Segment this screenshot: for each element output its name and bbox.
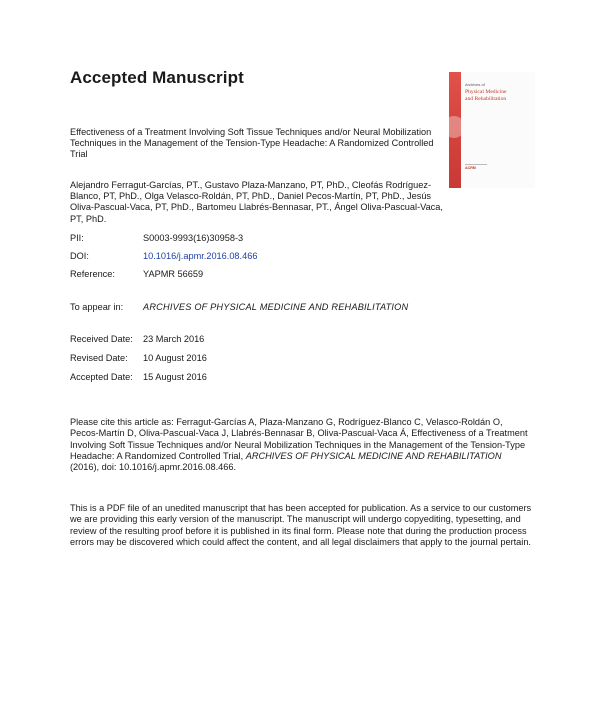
journal-cover-image [449,72,535,188]
cover-logo-text: ACRM [465,166,476,170]
accepted-date-value: 15 August 2016 [143,372,207,382]
accepted-date-label: Accepted Date: [70,372,133,382]
cover-title-line-2: and Rehabilitation [465,96,507,102]
reference-value: YAPMR 56659 [143,269,204,279]
cover-title-line-1: Physical Medicine [465,89,507,95]
pii-label: PII: [70,233,84,243]
citation-paragraph [70,417,530,473]
citation-text: Please cite this article as: Ferragut-Garcías A, Plaza-Manzano G, Rodríguez-Blanco C, Velasco-Roldán O, Pecos-Martín D, Oliva-Pascual-Vaca J, Llabrés-Bennasar B, Oliva-Pascual-Vaca Á, Effectiveness of a Treatment Involving Soft Tissue Techniques and/or Neural Mobilization Techniques in the Management of the Tension-Type Headache: A Randomized Controlled Trial, [70,417,528,461]
article-title: Effectiveness of a Treatment Involving Soft Tissue Techniques and/or Neural Mobilization Techniques in the Management of the Tension-Type Headache: A Randomized Controlled Trial [70,127,434,160]
revised-date-value: 10 August 2016 [143,353,207,363]
citation-doi: (2016), doi: 10.1016/j.apmr.2016.08.466. [70,462,237,473]
page-heading: Accepted Manuscript [70,68,244,87]
received-date-value: 23 March 2016 [143,334,205,344]
reference-label: Reference: [70,269,115,279]
appear-in-journal: ARCHIVES OF PHYSICAL MEDICINE AND REHABILITATION [143,302,409,312]
cover-journal-title [465,89,506,103]
pii-value: S0003-9993(16)30958-3 [143,233,244,243]
appear-in-label: To appear in: [70,302,124,312]
doi-link[interactable]: 10.1016/j.apmr.2016.08.466 [143,251,258,261]
revised-date-label: Revised Date: [70,353,128,363]
citation-journal: ARCHIVES OF PHYSICAL MEDICINE AND REHABILITATION [245,450,502,461]
cover-logo [465,164,487,177]
cover-small-text: Archives of [465,82,485,87]
disclaimer-paragraph: This is a PDF file of an unedited manuscript that has been accepted for publication. As a service to our customers we are providing this early version of the manuscript. The manuscript will undergo copyediting, typesetting, and review of the resulting proof before it is published in its final form. Please note that during the production process errors may be discovered which could affect the content, and all legal disclaimers that apply to the journal pertain. [70,503,532,547]
received-date-label: Received Date: [70,334,133,344]
doi-label: DOI: [70,251,89,261]
author-list: Alejandro Ferragut-Garcías, PT., Gustavo Plaza-Manzano, PT, PhD., Cleofás Rodríguez-Blanco, PT, PhD., Olga Velasco-Roldán, PT, PhD., Daniel Pecos-Martín, PT, PhD., Jesús Oliva-Pascual-Vaca, PT, PhD., Bartomeu Llabrés-Bennasar, PT., Ángel Oliva-Pascual-Vaca, PT, PhD. [70,180,443,224]
